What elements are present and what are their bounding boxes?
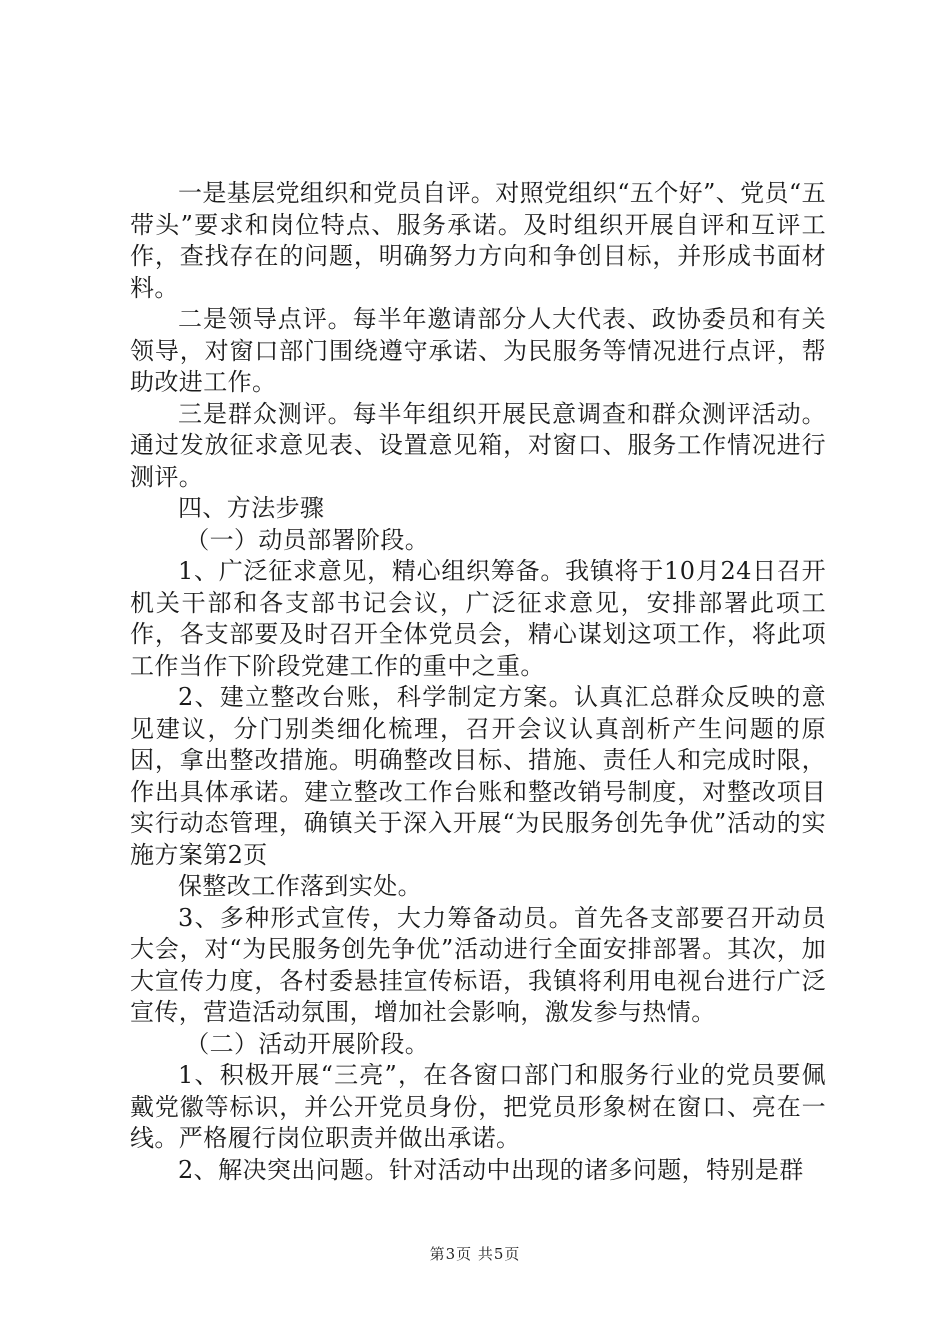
paragraph-rectification-continued: 保整改工作落到实处。: [178, 872, 422, 900]
paragraph-item-1-opinions: 1、广泛征求意见，精心组织筹备。我镇将于10月24日召开机关干部和各支部书记会议，广泛征求意见，安排部署此项工作，各支部要及时召开全体党员会，精心谋划这项工作，将此项工作当作下阶段党建工作的重中之重。: [130, 557, 826, 680]
paragraph-leader-review: 二是领导点评。每半年邀请部分人大代表、政协委员和有关领导，对窗口部门围绕遵守承诺、为民服务等情况进行点评，帮助改进工作。: [130, 305, 826, 396]
paragraph-public-evaluation: 三是群众测评。每半年组织开展民意调查和群众测评活动。通过发放征求意见表、设置意见箱，对窗口、服务工作情况进行测评。: [130, 399, 826, 491]
paragraph-item-2-rectification: 2、建立整改台账，科学制定方案。认真汇总群众反映的意见建议，分门别类细化梳理，召开会议认真剖析产生问题的原因，拿出整改措施。明确整改目标、措施、责任人和完成时限，作出具体承诺。建立整改工作台账和整改销号制度，对整改项目实行动态管理，确镇关于深入开展“为民服务创先争优”活动的实施方案第2页: [130, 683, 826, 869]
paragraph-item-3-publicity: 3、多种形式宣传，大力筹备动员。首先各支部要召开动员大会，对“为民服务创先争优”活动进行全面安排部署。其次，加大宣传力度，各村委悬挂宣传标语，我镇将利用电视台进行广泛宣传，营造活动氛围，增加社会影响，激发参与热情。: [130, 903, 826, 1026]
subsection-heading-mobilization: （一）动员部署阶段。: [185, 525, 430, 554]
paragraph-activity-item-1: 1、积极开展“三亮”，在各窗口部门和服务行业的党员要佩戴党徽等标识，并公开党员身份，把党员形象树在窗口、亮在一线。严格履行岗位职责并做出承诺。: [130, 1061, 826, 1152]
paragraph-self-evaluation: 一是基层党组织和党员自评。对照党组织“五个好”、党员“五带头”要求和岗位特点、服务承诺。及时组织开展自评和互评工作，查找存在的问题，明确努力方向和争创目标，并形成书面材料。: [130, 179, 827, 302]
page-footer: [0, 1243, 950, 1264]
document-body: [130, 178, 826, 1186]
subsection-heading-activities: （二）活动开展阶段。: [185, 1029, 430, 1058]
page-number: 第3页 共5页: [429, 1245, 521, 1263]
section-heading-methods: 四、方法步骤: [178, 494, 325, 522]
paragraph-activity-item-2: 2、解决突出问题。针对活动中出现的诸多问题，特别是群: [178, 1155, 804, 1184]
